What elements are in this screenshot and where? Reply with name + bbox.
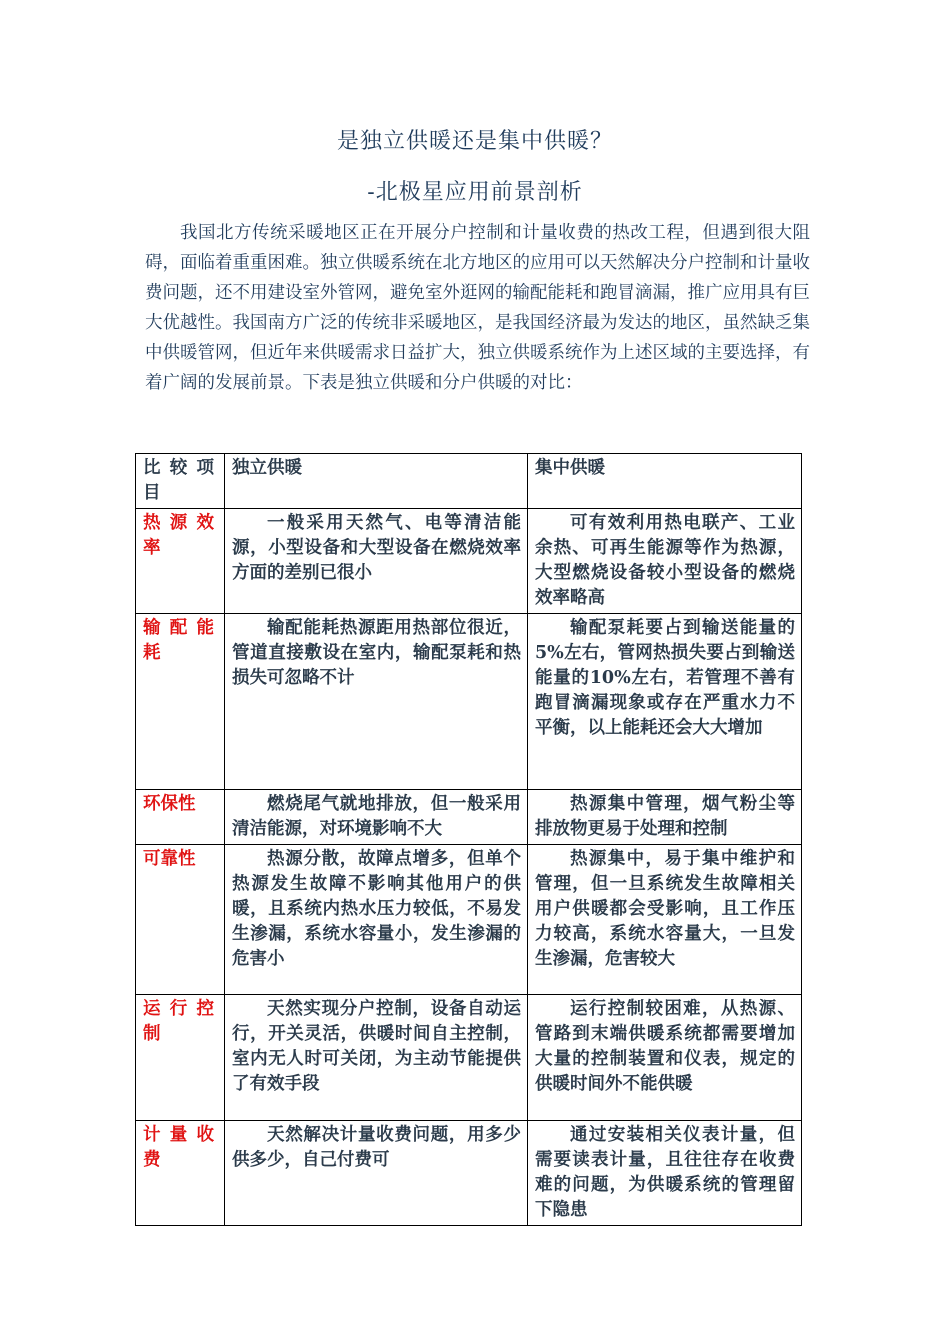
header-compare-item: 比较项目 xyxy=(136,454,225,509)
row-central-cell: 运行控制较困难，从热源、管路到末端供暖系统都需要增加大量的控制装置和仪表，规定的供暖时间外不能供暖 xyxy=(528,995,802,1121)
comparison-table xyxy=(135,453,802,1226)
row-independent-cell: 一般采用天然气、电等清洁能源，小型设备和大型设备在燃烧效率方面的差别已很小 xyxy=(225,509,528,614)
table-row xyxy=(136,995,802,1121)
row-central-cell: 输配泵耗要占到输送能量的5%左右，管网热损失要占到输送能量的10%左右，若管理不善有跑冒滴漏现象或存在严重水力不平衡，以上能耗还会大大增加 xyxy=(528,614,802,790)
document-title: 是独立供暖还是集中供暖？ xyxy=(336,129,613,154)
row-item-label: 输配能耗 xyxy=(136,614,225,790)
header-independent: 独立供暖 xyxy=(225,454,528,509)
row-independent-cell: 燃烧尾气就地排放，但一般采用清洁能源，对环境影响不大 xyxy=(225,790,528,845)
row-central-cell: 热源集中管理，烟气粉尘等排放物更易于处理和控制 xyxy=(528,790,802,845)
row-central-cell: 可有效利用热电联产、工业余热、可再生能源等作为热源，大型燃烧设备较小型设备的燃烧效率略高 xyxy=(528,509,802,614)
table-row xyxy=(136,845,802,995)
table-row xyxy=(136,1121,802,1226)
table-row xyxy=(136,790,802,845)
row-item-label: 环保性 xyxy=(136,790,225,845)
row-central-cell: 通过安装相关仪表计量，但需要读表计量，且往往存在收费难的问题，为供暖系统的管理留下隐患 xyxy=(528,1121,802,1226)
intro-paragraph: 我国北方传统采暖地区正在开展分户控制和计量收费的热改工程，但遇到很大阻碍，面临着重重困难。独立供暖系统在北方地区的应用可以天然解决分户控制和计量收费问题，还不用建设室外管网，避免室外逛网的输配能耗和跑冒滴漏，推广应用具有巨大优越性。我国南方广泛的传统非采暖地区，是我国经济最为发达的地区，虽然缺乏集中供暖管网，但近年来供暖需求日益扩大，独立供暖系统作为上述区域的主要选择，有着广阔的发展前景。下表是独立供暖和分户供暖的对比： xyxy=(145,223,810,393)
row-item-label: 计量收费 xyxy=(136,1121,225,1226)
table-row xyxy=(136,509,802,614)
row-item-label: 可靠性 xyxy=(136,845,225,995)
row-independent-cell: 输配能耗热源距用热部位很近，管道直接敷设在室内，输配泵耗和热损失可忽略不计 xyxy=(225,614,528,790)
row-independent-cell: 天然实现分户控制，设备自动运行，开关灵活，供暖时间自主控制，室内无人时可关闭，为主动节能提供了有效手段 xyxy=(225,995,528,1121)
table-row xyxy=(136,614,802,790)
header-central: 集中供暖 xyxy=(528,454,802,509)
row-independent-cell: 天然解决计量收费问题，用多少供多少，自己付费可 xyxy=(225,1121,528,1226)
row-central-cell: 热源集中，易于集中维护和管理，但一旦系统发生故障相关用户供暖都会受影响，且工作压力较高，系统水容量大，一旦发生渗漏，危害较大 xyxy=(528,845,802,995)
document-subtitle: -北极星应用前景剖析 xyxy=(367,180,583,205)
row-item-label: 热源效率 xyxy=(136,509,225,614)
row-independent-cell: 热源分散，故障点增多，但单个热源发生故障不影响其他用户的供暖，且系统内热水压力较低，不易发生渗漏，系统水容量小，发生渗漏的危害小 xyxy=(225,845,528,995)
table-header-row xyxy=(136,454,802,509)
row-item-label: 运行控制 xyxy=(136,995,225,1121)
